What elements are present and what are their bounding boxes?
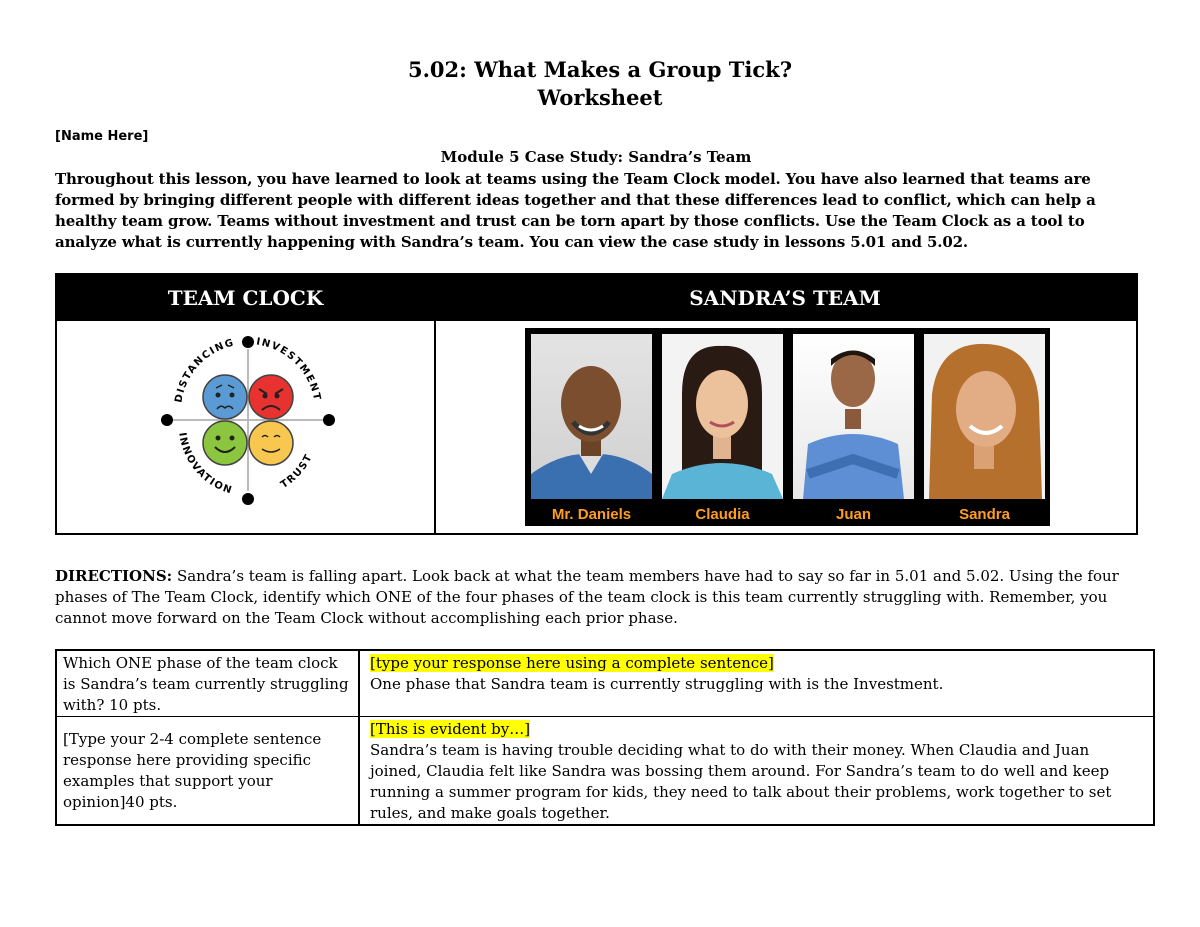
clock-right-dot — [323, 414, 335, 426]
directions-line: phases of The Team Clock, identify which ONE of the four phases of the team clock is this team currently struggling with. Remember, you — [55, 588, 1108, 606]
person-portrait-icon — [662, 334, 783, 499]
prompt-line: opinion]40 pts. — [63, 793, 178, 811]
prompt-line: response here providing specific — [63, 751, 312, 769]
team-photo-strip — [525, 328, 1050, 526]
person-portrait-icon — [793, 334, 914, 499]
prompt-line: with? 10 pts. — [63, 696, 162, 714]
sandras-team-header: SANDRA’S TEAM — [434, 275, 1136, 321]
label-mr-daniels: Mr. Daniels — [551, 506, 632, 523]
label-investment: INVESTMENT — [255, 336, 323, 403]
prompt-line: is Sandra’s team currently struggling — [63, 675, 349, 693]
angry-face-icon — [249, 375, 293, 419]
directions-line: cannot move forward on the Team Clock without accomplishing each prior phase. — [55, 609, 678, 627]
label-sandra: Sandra — [959, 506, 1010, 523]
team-clock-table — [55, 273, 1138, 535]
clock-top-dot — [242, 336, 254, 348]
answer-line: One phase that Sandra team is currently struggling with is the Investment. — [370, 675, 944, 693]
prompt-line: examples that support your — [63, 772, 273, 790]
prompt-line: Which ONE phase of the team clock — [63, 654, 338, 672]
person-portrait-icon — [924, 334, 1045, 499]
prompt-line: [Type your 2-4 complete sentence — [63, 730, 322, 748]
directions-text: Sandra’s team is falling apart. Look back at what the team members have had to say so far in 5.01 and 5.02. Using the four — [172, 567, 1119, 585]
intro-line: analyze what is currently happening with Sandra’s team. You can view the case study in lessons 5.01 and 5.02. — [55, 233, 968, 251]
question-row-1 — [57, 651, 1153, 717]
directions-label: DIRECTIONS: — [55, 567, 173, 585]
intro-line: formed by bringing different people with different ideas together and that these differences lead to conflict, which can help a — [55, 191, 1096, 209]
happy-face-icon — [203, 421, 247, 465]
title-line-2: Worksheet — [537, 85, 663, 110]
question-row-2 — [57, 717, 1153, 824]
sandras-team-cell — [436, 321, 1136, 533]
name-field[interactable]: [Name Here] — [55, 129, 149, 144]
question-2-prompt — [57, 717, 360, 824]
worried-face-icon — [203, 375, 247, 419]
intro-line: healthy team grow. Teams without investment and trust can be torn apart by those conflicts. Use the Team Clock as a tool to — [55, 212, 1085, 230]
label-trust: TRUST — [278, 452, 316, 491]
label-distancing: DISTANCING — [173, 337, 236, 404]
answer-2-field[interactable] — [362, 717, 1153, 826]
directions-paragraph — [55, 566, 1145, 629]
label-innovation: INNOVATION — [176, 431, 235, 497]
question-1-prompt — [57, 651, 360, 716]
clock-left-dot — [161, 414, 173, 426]
answer-1-field[interactable] — [362, 651, 1153, 697]
label-claudia: Claudia — [695, 506, 750, 523]
answer-2-placeholder: [This is evident by…] — [370, 720, 531, 738]
worksheet-title — [0, 56, 1200, 112]
team-clock-diagram — [153, 331, 343, 511]
answer-line: running a summer program for kids, they need to talk about their problems, work together to set — [370, 783, 1112, 801]
photo-claudia — [662, 334, 783, 499]
team-clock-cell — [57, 321, 436, 533]
clock-bottom-dot — [242, 493, 254, 505]
photo-juan — [793, 334, 914, 499]
label-juan: Juan — [835, 506, 871, 523]
answer-line: joined, Claudia felt like Sandra was bossing them around. For Sandra’s team to do well and keep — [370, 762, 1110, 780]
intro-paragraph — [55, 169, 1145, 253]
title-line-1: 5.02: What Makes a Group Tick? — [407, 57, 792, 82]
answer-1-placeholder: [type your response here using a complete sentence] — [370, 654, 774, 672]
person-portrait-icon — [531, 334, 652, 499]
photo-mr-daniels — [531, 334, 652, 499]
answer-line: Sandra’s team is having trouble deciding what to do with their money. When Claudia and Juan — [370, 741, 1090, 759]
team-clock-header: TEAM CLOCK — [57, 275, 434, 321]
intro-line: Throughout this lesson, you have learned to look at teams using the Team Clock model. You have also learned that teams are — [55, 170, 1091, 188]
photo-sandra — [924, 334, 1045, 499]
directions-line — [55, 566, 1145, 587]
questions-table — [55, 649, 1155, 826]
case-study-heading: Module 5 Case Study: Sandra’s Team — [440, 148, 752, 166]
content-face-icon — [249, 421, 293, 465]
answer-line: rules, and make goals together. — [370, 804, 610, 822]
